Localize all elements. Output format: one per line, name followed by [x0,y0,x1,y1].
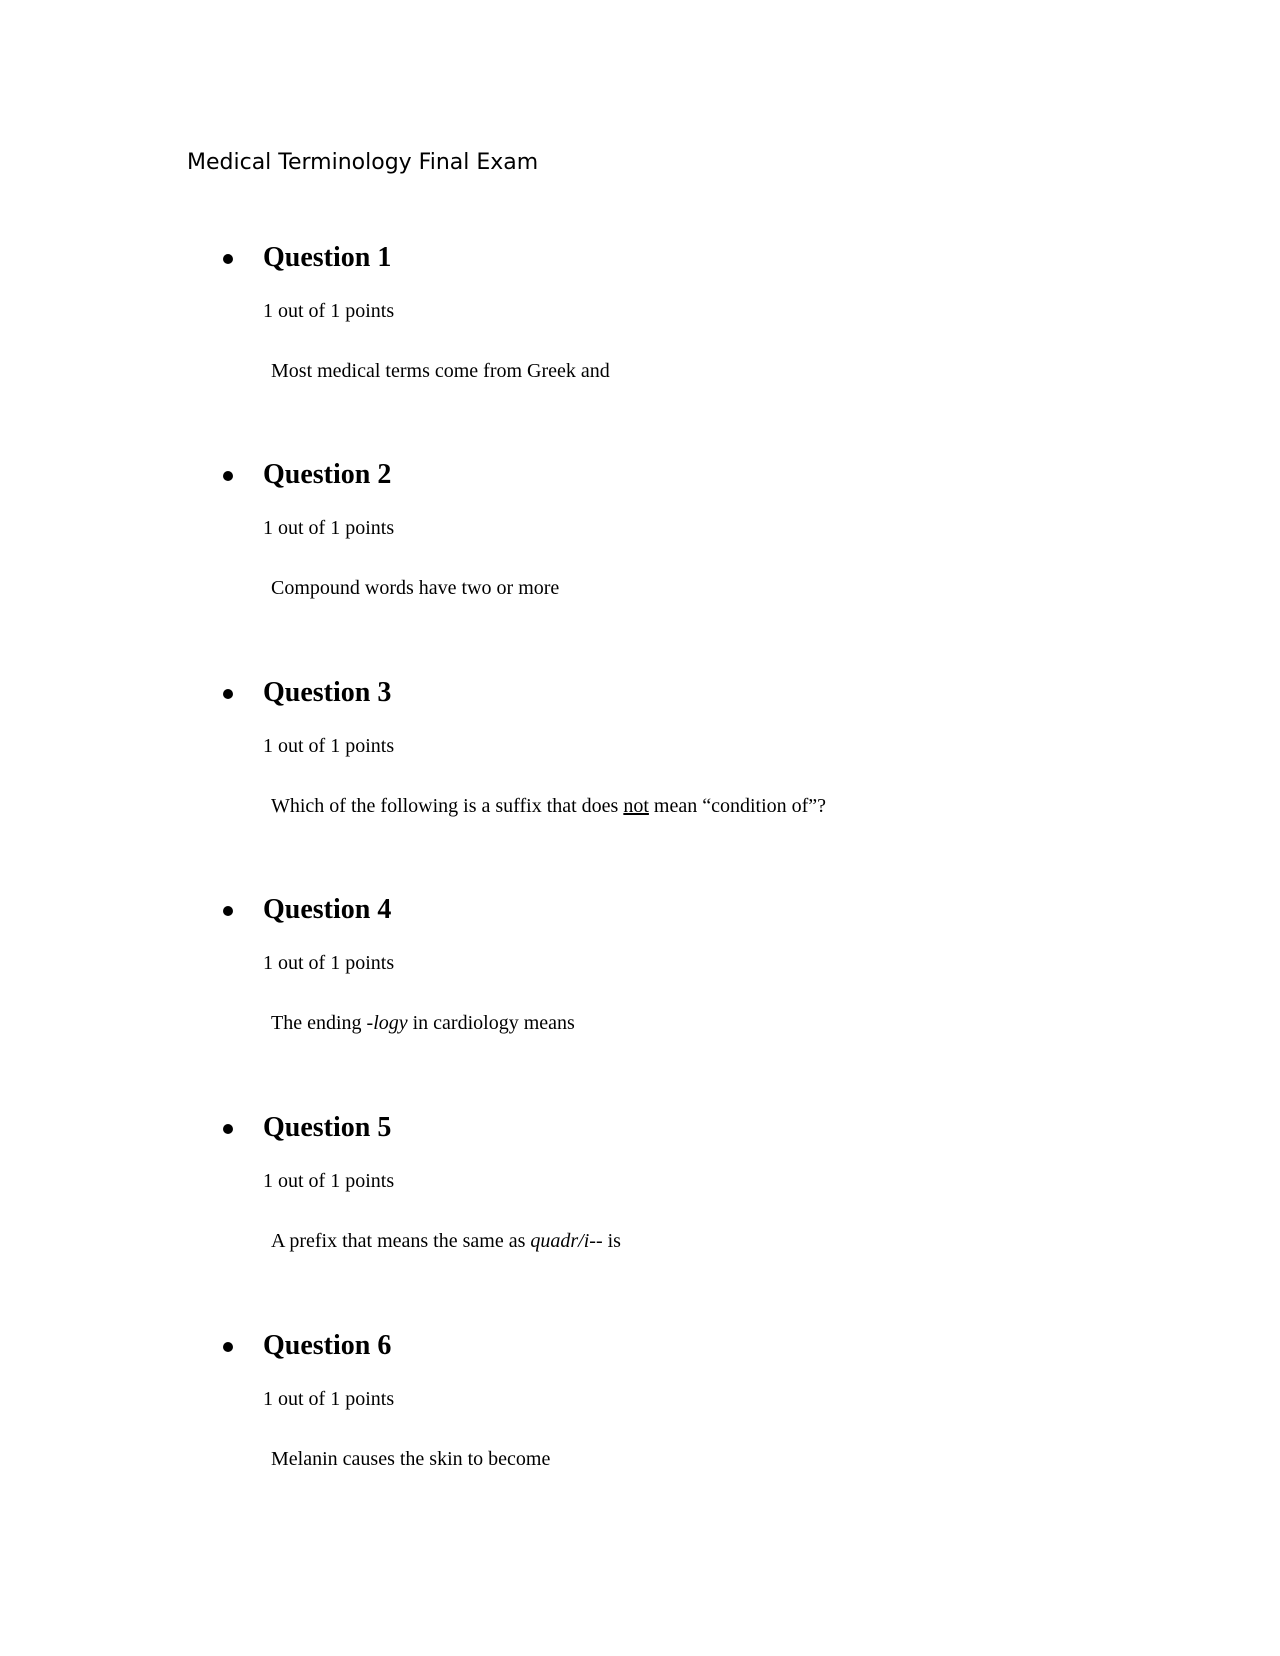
emphasis-italic: quadr/i [530,1230,590,1252]
question-text: Compound words have two or more [271,577,560,599]
document-title: Medical Terminology Final Exam [187,150,539,175]
question-text [271,1228,621,1254]
question-item [0,240,1280,440]
question-text: Most medical terms come from Greek and [271,360,610,382]
question-text-part: mean “condition of”? [648,795,827,817]
question-text: Melanin causes the skin to become [271,1448,551,1470]
question-points: 1 out of 1 points [263,1388,395,1410]
question-points: 1 out of 1 points [263,1170,395,1192]
emphasis-underline: not [623,795,649,817]
question-heading: Question 2 [263,459,392,490]
emphasis-italic: -logy [366,1012,408,1034]
question-heading: Question 4 [263,894,392,925]
question-heading: Question 5 [263,1112,392,1143]
bullet-icon [223,1124,233,1134]
question-item [0,1328,1280,1528]
question-points: 1 out of 1 points [263,735,395,757]
question-item [0,675,1280,875]
question-heading: Question 1 [263,242,392,273]
bullet-icon [223,1342,233,1352]
question-points: 1 out of 1 points [263,517,395,539]
question-item [0,892,1280,1092]
question-text-part: Which of the following is a suffix that does [271,795,624,817]
question-points: 1 out of 1 points [263,300,395,322]
question-text-part: The ending [271,1012,367,1034]
bullet-icon [223,689,233,699]
question-text-part: A prefix that means the same as [271,1230,531,1252]
question-text [271,793,826,819]
bullet-icon [223,906,233,916]
question-item [0,1110,1280,1310]
bullet-icon [223,254,233,264]
question-text [271,1010,575,1036]
question-heading: Question 3 [263,677,392,708]
question-points: 1 out of 1 points [263,952,395,974]
question-item [0,457,1280,657]
question-heading: Question 6 [263,1330,392,1361]
bullet-icon [223,471,233,481]
question-text-part: in cardiology means [407,1012,575,1034]
question-text-part: -- is [589,1230,621,1252]
